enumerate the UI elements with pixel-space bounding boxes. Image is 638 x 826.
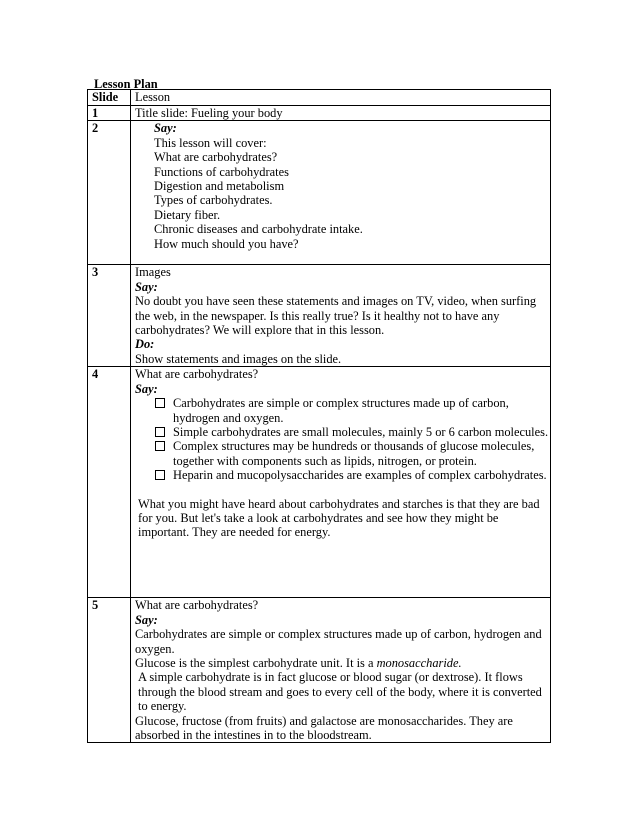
checkbox-bullet-icon — [155, 398, 165, 408]
say-label: Say: — [135, 612, 158, 627]
lesson-heading: What are carbohydrates? — [135, 367, 259, 382]
list-item: Heparin and mucopolysaccharides are examples of complex carbohydrates. — [154, 468, 550, 482]
slide-number: 5 — [88, 598, 131, 743]
table-header-row — [88, 90, 551, 106]
lesson-text: No doubt you have seen these statements and images on TV, video, when surfing the web, in the newspaper. Is this really true? Is it healthy not to have any carbohydrates? We will explore that in this lesson. — [135, 294, 537, 338]
lesson-cell — [131, 265, 551, 367]
slide-number: 2 — [88, 121, 131, 265]
slide-column-header: Slide — [88, 90, 131, 106]
lesson-heading: What are carbohydrates? — [135, 598, 259, 613]
list-item: Digestion and metabolism — [154, 179, 285, 194]
do-label: Do: — [135, 337, 155, 352]
say-label: Say: — [135, 381, 158, 396]
lesson-intro: This lesson will cover: — [154, 135, 267, 150]
list-item: Chronic diseases and carbohydrate intake. — [154, 222, 363, 237]
table-row — [88, 106, 551, 121]
lesson-text: Title slide: Fueling your body — [131, 106, 551, 121]
lesson-text: Carbohydrates are simple or complex structures made up of carbon, hydrogen and oxygen. — [135, 627, 542, 656]
list-item: Dietary fiber. — [154, 207, 221, 222]
slide-number: 3 — [88, 265, 131, 367]
lesson-text: Show statements and images on the slide. — [135, 351, 342, 366]
lesson-text: What you might have heard about carbohydrates and starches is that they are bad for you. But let's take a look at carbohydrates and see how they might be important. They are needed for energy. — [138, 496, 540, 540]
checkbox-bullet-icon — [155, 427, 165, 437]
lesson-text: Glucose, fructose (from fruits) and galactose are monosaccharides. They are absorbed in the intestines in to the bloodstream. — [135, 713, 513, 743]
lesson-text: Glucose is the simplest carbohydrate unit. It is a monosaccharide. — [135, 656, 462, 671]
table-row — [88, 265, 551, 367]
say-label: Say: — [135, 279, 158, 294]
say-label: Say: — [154, 121, 177, 136]
lesson-heading: Images — [135, 265, 171, 280]
list-item: Functions of carbohydrates — [154, 164, 289, 179]
lesson-cell — [131, 367, 551, 598]
table-row — [88, 598, 551, 743]
list-item: How much should you have? — [154, 236, 299, 251]
lesson-cell — [131, 598, 551, 743]
list-item: What are carbohydrates? — [154, 150, 278, 165]
checkbox-bullet-icon — [155, 470, 165, 480]
lesson-cell — [131, 121, 551, 265]
list-item: Complex structures may be hundreds or thousands of glucose molecules, together with components such as lipids, nitrogen, or protein. — [154, 439, 550, 468]
bullet-list — [135, 396, 550, 482]
lesson-text: A simple carbohydrate is in fact glucose or blood sugar (or dextrose). It flows through the blood stream and goes to every cell of the body, where it is converted to energy. — [138, 670, 542, 714]
checkbox-bullet-icon — [155, 441, 165, 451]
list-item: Simple carbohydrates are small molecules, mainly 5 or 6 carbon molecules. — [154, 425, 550, 439]
lesson-plan-table — [87, 89, 551, 743]
lesson-column-header: Lesson — [131, 90, 551, 106]
list-item: Types of carbohydrates. — [154, 193, 273, 208]
slide-number: 4 — [88, 367, 131, 598]
slide-number: 1 — [88, 106, 131, 121]
document-title: Lesson Plan — [94, 77, 158, 91]
list-item: Carbohydrates are simple or complex structures made up of carbon, hydrogen and oxygen. — [154, 396, 550, 425]
table-row — [88, 367, 551, 598]
table-row — [88, 121, 551, 265]
